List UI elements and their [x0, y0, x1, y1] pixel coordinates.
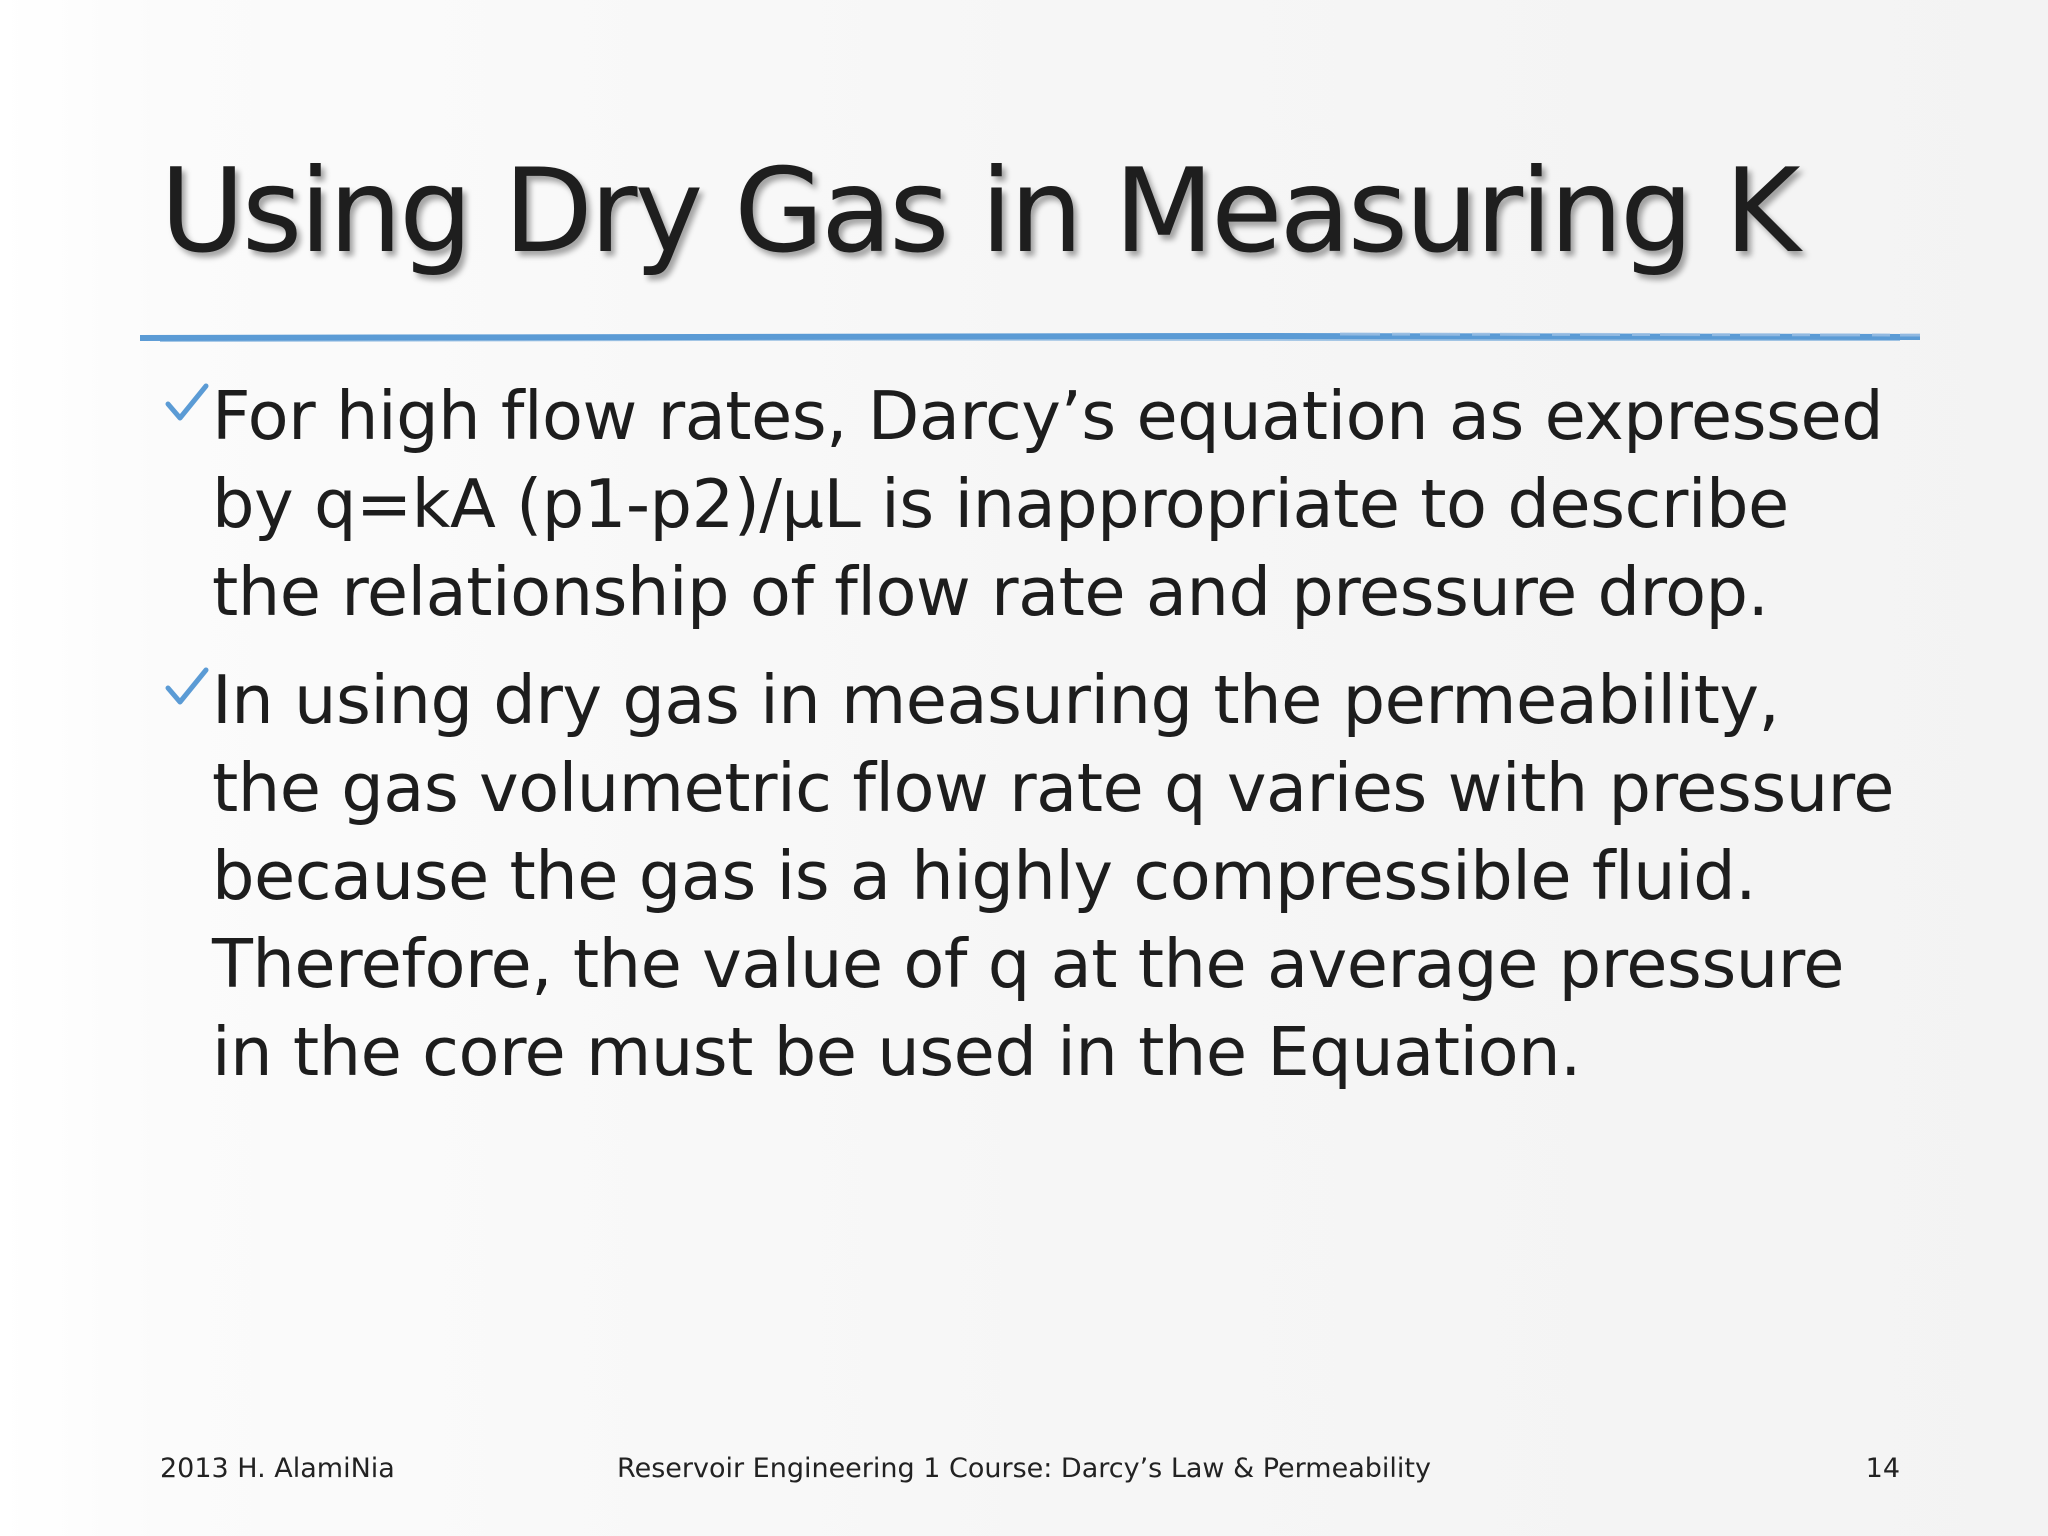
slide-title: Using Dry Gas in Measuring K: [160, 144, 1798, 279]
bullet-item: [160, 372, 1900, 636]
footer-course-title: Reservoir Engineering 1 Course: Darcy’s Law & Permeability: [617, 1453, 1431, 1484]
footer-author: 2013 H. AlamiNia: [160, 1453, 395, 1484]
bullet-text: In using dry gas in measuring the permeability, the gas volumetric flow rate q varies with pressure because the gas is a highly compressible fluid. Therefore, the value of q at the average pressure in the core must be used in the Equation.: [212, 661, 1894, 1091]
bullet-item: [160, 656, 1900, 1096]
check-icon: [164, 664, 210, 710]
bullet-text: For high flow rates, Darcy’s equation as expressed by q=kA (p1-p2)/µL is inappropriate to describe the relationship of flow rate and pressure drop.: [212, 377, 1884, 631]
bullet-list: [160, 372, 1900, 1116]
check-icon: [164, 380, 210, 426]
page-number: 14: [1865, 1453, 1900, 1484]
title-divider: [140, 330, 1920, 350]
